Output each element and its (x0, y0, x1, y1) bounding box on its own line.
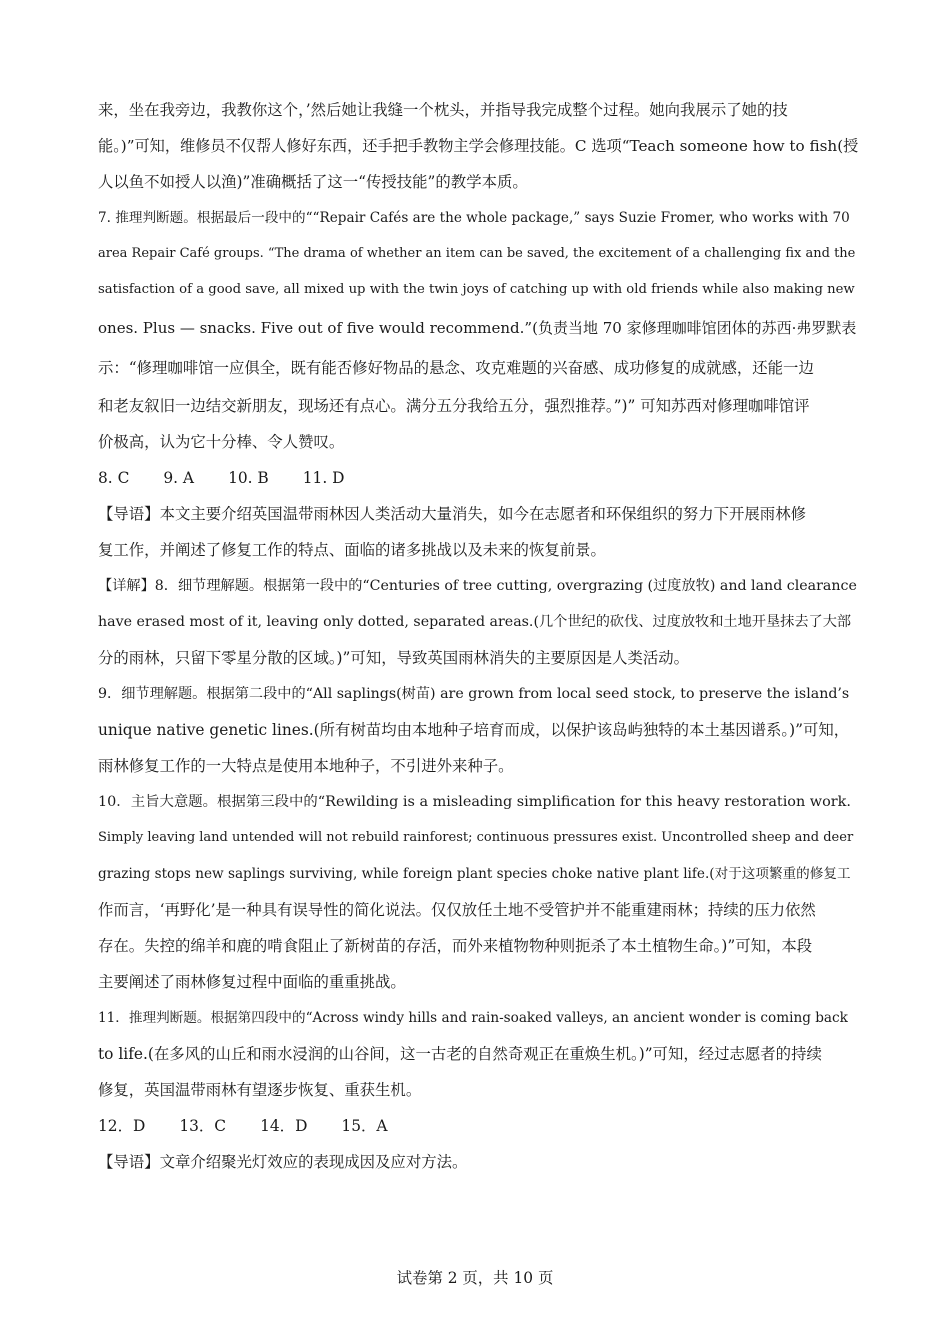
text-line: 【导语】本文主要介绍英国温带雨林因人类活动大量消失，如今在志愿者和环保组织的努力下开展雨林修 (98, 505, 806, 523)
page-footer: 试卷第 2 页，共 10 页 (396, 1269, 554, 1287)
text-line: 11．推理判断题。根据第四段中的“Across windy hills and rain-soaked valleys, an ancient wonder is coming back (98, 1010, 848, 1026)
text-line: 主要阐述了雨林修复过程中面临的重重挑战。 (98, 973, 406, 991)
answer-key: 8. C (98, 469, 130, 487)
text-line: unique native genetic lines.(所有树苗均由本地种子培育而成，以保护该岛屿独特的本土基因谱系。)”可知， (98, 721, 850, 739)
text-line: 【导语】文章介绍聚光灯效应的表现成因及应对方法。 (98, 1153, 468, 1171)
text-line: to life.(在多风的山丘和雨水浸润的山谷间，这一古老的自然奇观正在重焕生机。)”可知，经过志愿者的持续 (98, 1045, 822, 1063)
answer-key: 9. A (163, 469, 195, 487)
text-line: ones. Plus — snacks. Five out of five would recommend.”(负责当地 70 家修理咖啡馆团体的苏西·弗罗默表 (98, 319, 857, 337)
answer-key: 10. B (228, 469, 269, 487)
text-line: 【详解】8．细节理解题。根据第一段中的“Centuries of tree cutting, overgrazing (过度放牧) and land clearance (98, 578, 857, 594)
answer-key: 12．D (98, 1117, 146, 1135)
text-line: 能。)”可知，维修员不仅帮人修好东西，还手把手教物主学会修理技能。C 选项“Teach someone how to fish(授 (98, 137, 858, 155)
text-line: 分的雨林，只留下零星分散的区域。)”可知，导致英国雨林消失的主要原因是人类活动。 (98, 649, 690, 667)
text-line: 7. 推理判断题。根据最后一段中的““Repair Cafés are the whole package,” says Suzie Fromer, who works with 70 (98, 210, 850, 226)
text-line: 示：“修理咖啡馆一应俱全，既有能否修好物品的悬念、攻克难题的兴奋感、成功修复的成就感，还能一边 (98, 359, 814, 377)
answer-key: 13．C (179, 1117, 227, 1135)
text-line: area Repair Café groups. “The drama of whether an item can be saved, the excitement of a challenging fix and the (98, 246, 856, 261)
text-line: 存在。失控的绵羊和鹿的啃食阻止了新树苗的存活，而外来植物物种则扼杀了本土植物生命。)”可知，本段 (98, 937, 813, 955)
text-line: Simply leaving land untended will not rebuild rainforest; continuous pressures exist. Uncontrolled sheep and deer (98, 830, 854, 845)
text-line: grazing stops new saplings surviving, while foreign plant species choke native plant life.(对于这项繁重的修复工 (98, 866, 851, 882)
text-line: 9．细节理解题。根据第二段中的“All saplings(树苗) are grown from local seed stock, to preserve the island’s (98, 686, 850, 702)
text-line: 人以鱼不如授人以渔)”准确概括了这一“传授技能”的教学本质。 (98, 173, 528, 191)
answer-explanations (98, 92, 858, 1180)
answer-key-row (98, 460, 858, 496)
text-line: 价极高，认为它十分棒、令人赞叹。 (98, 433, 345, 451)
text-line: 作而言，‘再野化’是一种具有误导性的简化说法。仅仅放任土地不受管护并不能重建雨林；持续的压力依然 (98, 901, 816, 919)
answer-key: 14．D (260, 1117, 308, 1135)
answer-key: 15．A (341, 1117, 388, 1135)
text-line: 复工作，并阐述了修复工作的特点、面临的诸多挑战以及未来的恢复前景。 (98, 541, 606, 559)
text-line: satisfaction of a good save, all mixed up with the twin joys of catching up with old friends while also making new (98, 282, 855, 297)
text-line: 修复，英国温带雨林有望逐步恢复、重获生机。 (98, 1081, 422, 1099)
text-line: 雨林修复工作的一大特点是使用本地种子，不引进外来种子。 (98, 757, 514, 775)
text-line: have erased most of it, leaving only dotted, separated areas.(几个世纪的砍伐、过度放牧和土地开垦抹去了大部 (98, 614, 852, 630)
text-line: 和老友叙旧一边结交新朋友，现场还有点心。满分五分我给五分，强烈推荐。”)” 可知苏西对修理咖啡馆评 (98, 397, 810, 415)
answer-key-row (98, 1108, 858, 1144)
text-line: 10．主旨大意题。根据第三段中的“Rewilding is a misleading simplification for this heavy restoration work. (98, 794, 851, 810)
answer-key: 11. D (302, 469, 345, 487)
text-line: 来，坐在我旁边，我教你这个，’然后她让我缝一个枕头，并指导我完成整个过程。她向我展示了她的技 (98, 101, 788, 119)
